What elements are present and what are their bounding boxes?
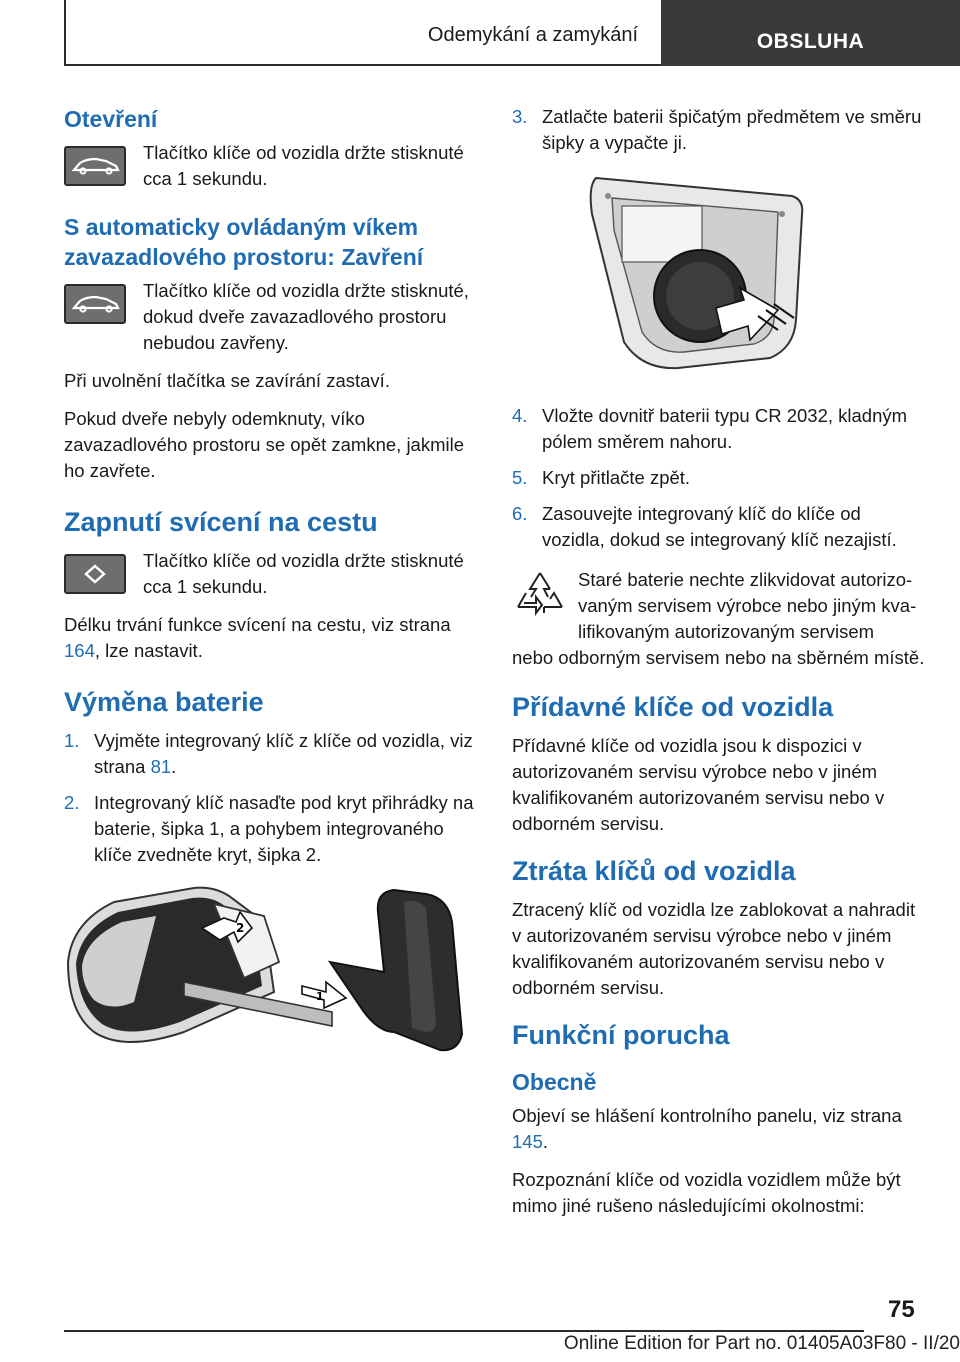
- recycling-text: Staré baterie nechte zlikvidovat autorizo- vaným servisem výrobce nebo jiným kva- lifikovaným autorizovaným servisem nebo odborným servisem nebo na sběrném místě.: [512, 569, 925, 668]
- heading-general: Obecně: [512, 1069, 597, 1095]
- step-number: 6.: [512, 503, 528, 524]
- page-link[interactable]: 145: [512, 1131, 543, 1152]
- recycle-icon: [512, 567, 568, 623]
- left-column: [64, 104, 480, 1123]
- key-battery-illustration: [64, 882, 480, 1105]
- paragraph: Ztracený klíč od vozidla lze zablokovat a nahradit v autorizovaném servisu výrobce nebo v jiném kvalifikovaném autorizovaném servisu nebo v odborném servisu.: [512, 899, 916, 998]
- key-instruction-close: [64, 278, 480, 356]
- heading-battery: Výměna baterie: [64, 687, 264, 717]
- list-item: 1. Vyjměte integrovaný klíč z klíče od vozidla, viz strana 81.: [64, 730, 473, 777]
- list-item: 6. Zasouvejte integrovaný klíč do klíče od vozidla, dokud se integrovaný klíč nezajistí.: [512, 503, 897, 550]
- footer-rule: [64, 1330, 864, 1332]
- instruction-text: Tlačítko klíče od vozidla držte stisknuté cca 1 sekundu.: [143, 550, 464, 597]
- instruction-text: Tlačítko klíče od vozidla držte stisknuté cca 1 sekundu.: [143, 142, 464, 189]
- list-item: 3. Zatlačte baterii špičatým předmětem ve směru šipky a vypačte ji.: [512, 106, 922, 153]
- paragraph: Přídavné klíče od vozidla jsou k dispozici v autorizovaném servisu výrobce nebo v jiném kvalifikovaném autorizovaném servisu nebo v odborném servisu.: [512, 735, 885, 834]
- battery-removal-illustration: [582, 170, 926, 385]
- paragraph: Rozpoznání klíče od vozidla vozidlem může být mimo jiné rušeno následujícími okolnostmi:: [512, 1169, 901, 1216]
- right-column: [512, 104, 926, 1231]
- diamond-key-icon: [64, 554, 126, 594]
- heading-lost-keys: Ztráta klíčů od vozidla: [512, 856, 796, 886]
- recycling-note: [512, 567, 926, 671]
- svg-text:2: 2: [236, 921, 245, 935]
- list-item: 2. Integrovaný klíč nasaďte pod kryt přihrádky na baterie, šipka 1, a pohybem integrovaného klíče zvedněte kryt, šipka 2.: [64, 792, 474, 865]
- heading-light: Zapnutí svícení na cestu: [64, 507, 378, 537]
- heading-extra-keys: Přídavné klíče od vozidla: [512, 692, 834, 722]
- list-item: 4. Vložte dovnitř baterii typu CR 2032, kladným pólem směrem nahoru.: [512, 405, 908, 452]
- car-trunk-key-icon: [64, 146, 126, 186]
- key-instruction-open: [64, 140, 480, 194]
- svg-text:1: 1: [316, 990, 324, 1003]
- paragraph: Délku trvání funkce svícení na cestu, viz strana 164, lze nastavit.: [64, 614, 451, 661]
- paragraph: Objeví se hlášení kontrolního panelu, viz strana 145.: [512, 1105, 902, 1152]
- page-link[interactable]: 81: [150, 756, 172, 777]
- instruction-text: Tlačítko klíče od vozidla držte stisknuté, dokud dveře zavazadlového prostoru nebudou zavřeny.: [143, 280, 469, 353]
- car-trunk-key-icon: [64, 284, 126, 324]
- heading-otevreni: Otevření: [64, 106, 158, 132]
- paragraph: Pokud dveře nebyly odemknuty, víko zavazadlového prostoru se opět zamkne, jakmile ho zavřete.: [64, 408, 465, 481]
- step-number: 5.: [512, 467, 528, 488]
- paragraph: Při uvolnění tlačítka se zavírání zastaví.: [64, 370, 390, 391]
- key-instruction-light: [64, 548, 480, 602]
- step-number: 4.: [512, 405, 528, 426]
- footer-edition: Online Edition for Part no. 01405A03F80 - II/20: [563, 1333, 960, 1354]
- section-title: Odemykání a zamykání: [427, 24, 638, 46]
- header-rule-bottom: [64, 64, 661, 66]
- step-number: 3.: [512, 106, 528, 127]
- heading-auto-trunk: S automaticky ovládaným víkem zavazadlového prostoru: Zavření: [64, 214, 424, 270]
- step-number: 1.: [64, 730, 80, 751]
- step-number: 2.: [64, 792, 80, 813]
- chapter-tab[interactable]: OBSLUHA: [661, 0, 960, 66]
- heading-malfunction: Funkční porucha: [512, 1020, 730, 1050]
- page-link[interactable]: 164: [64, 640, 95, 661]
- list-item: 5. Kryt přitlačte zpět.: [512, 465, 926, 491]
- page-number: 75: [888, 1296, 915, 1323]
